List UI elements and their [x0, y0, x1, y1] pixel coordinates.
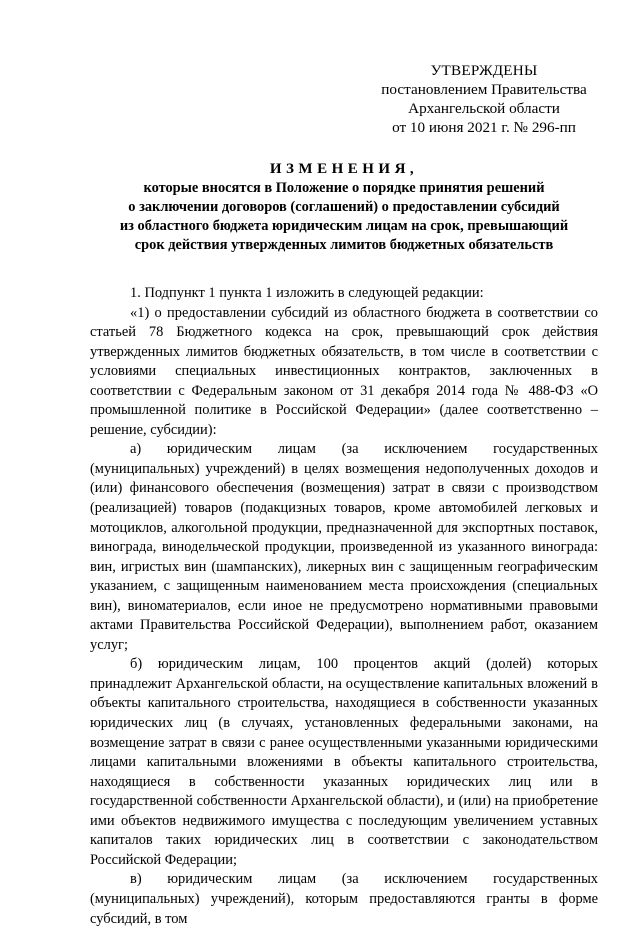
approval-decree-line: постановлением Правительства: [381, 81, 587, 98]
document-title: [90, 160, 598, 255]
approval-heading: УТВЕРЖДЕНЫ: [430, 62, 538, 79]
paragraph-2: «1) о предоставлении субсидий из областного бюджета в соответствии со статьей 78 Бюджетного кодекса на срок, превышающий срок действия утвержденных лимитов бюджетных обязательств, в том числе в соответствии с условиями специальных инвестиционных контрактов, заключенных в соответствии с Федеральным законом от 31 декабря 2014 года № 488-ФЗ «О промышленной политике в Российской Федерации» (далее соответственно – решение, субсидии):: [90, 304, 598, 438]
title-line-1: которые вносятся в Положение о порядке принятия решений: [143, 180, 545, 196]
approval-date-line: от 10 июня 2021 г. № 296-пп: [392, 119, 576, 136]
title-line-4: срок действия утвержденных лимитов бюджетных обязательств: [134, 237, 554, 253]
document-body: [90, 284, 598, 929]
title-heading: ИЗМЕНЕНИЯ,: [269, 161, 419, 177]
title-line-3: из областного бюджета юридическим лицам на срок, превышающий: [119, 218, 569, 234]
paragraph-1: 1. Подпункт 1 пункта 1 изложить в следующей редакции:: [130, 285, 484, 301]
paragraph-3: а) юридическим лицам (за исключением государственных (муниципальных) учреждений) в целях возмещения недополученных доходов и (или) финансового обеспечения (возмещения) затрат в связи с производством (реализацией) товаров (подакцизных товаров, кроме автомобилей легковых и мотоциклов, алкогольной продукции, предназначенной для экспортных поставок, винограда, винодельческой продукции, произведенной из указанного винограда: вин, игристых вин (шампанских), ликерных вин с защищенным географическим указанием, с защищенным наименованием места происхождения (специальных вин), виноматериалов, если иное не предусмотрено нормативными правовыми актами Правительства Российской Федерации), выполнением работ, оказанием услуг;: [90, 441, 598, 653]
paragraph-4: б) юридическим лицам, 100 процентов акций (долей) которых принадлежит Архангельской области, на осуществление капитальных вложений в объекты капитального строительства, находящиеся в собственности указанных юридических лиц (в случаях, установленных федеральными законами, на возмещение затрат в связи с ранее осуществленными указанными юридическими лицами капитальными вложениями в объекты капитального строительства, находящиеся в собственности указанных юридических лиц или в государственной собственности Архангельской области), и (или) на приобретение ими объектов недвижимого имущества с последующим увеличением уставных капиталов таких юридических лиц в соответствии с законодательством Российской Федерации;: [90, 656, 598, 868]
paragraph-5: в) юридическим лицам (за исключением государственных (муниципальных) учреждений), которым предоставляются гранты в форме субсидий, в том: [90, 871, 598, 927]
approval-stamp: [354, 61, 614, 137]
approval-region-line: Архангельской области: [408, 100, 560, 117]
title-line-2: о заключении договоров (соглашений) о предоставлении субсидий: [128, 199, 560, 215]
